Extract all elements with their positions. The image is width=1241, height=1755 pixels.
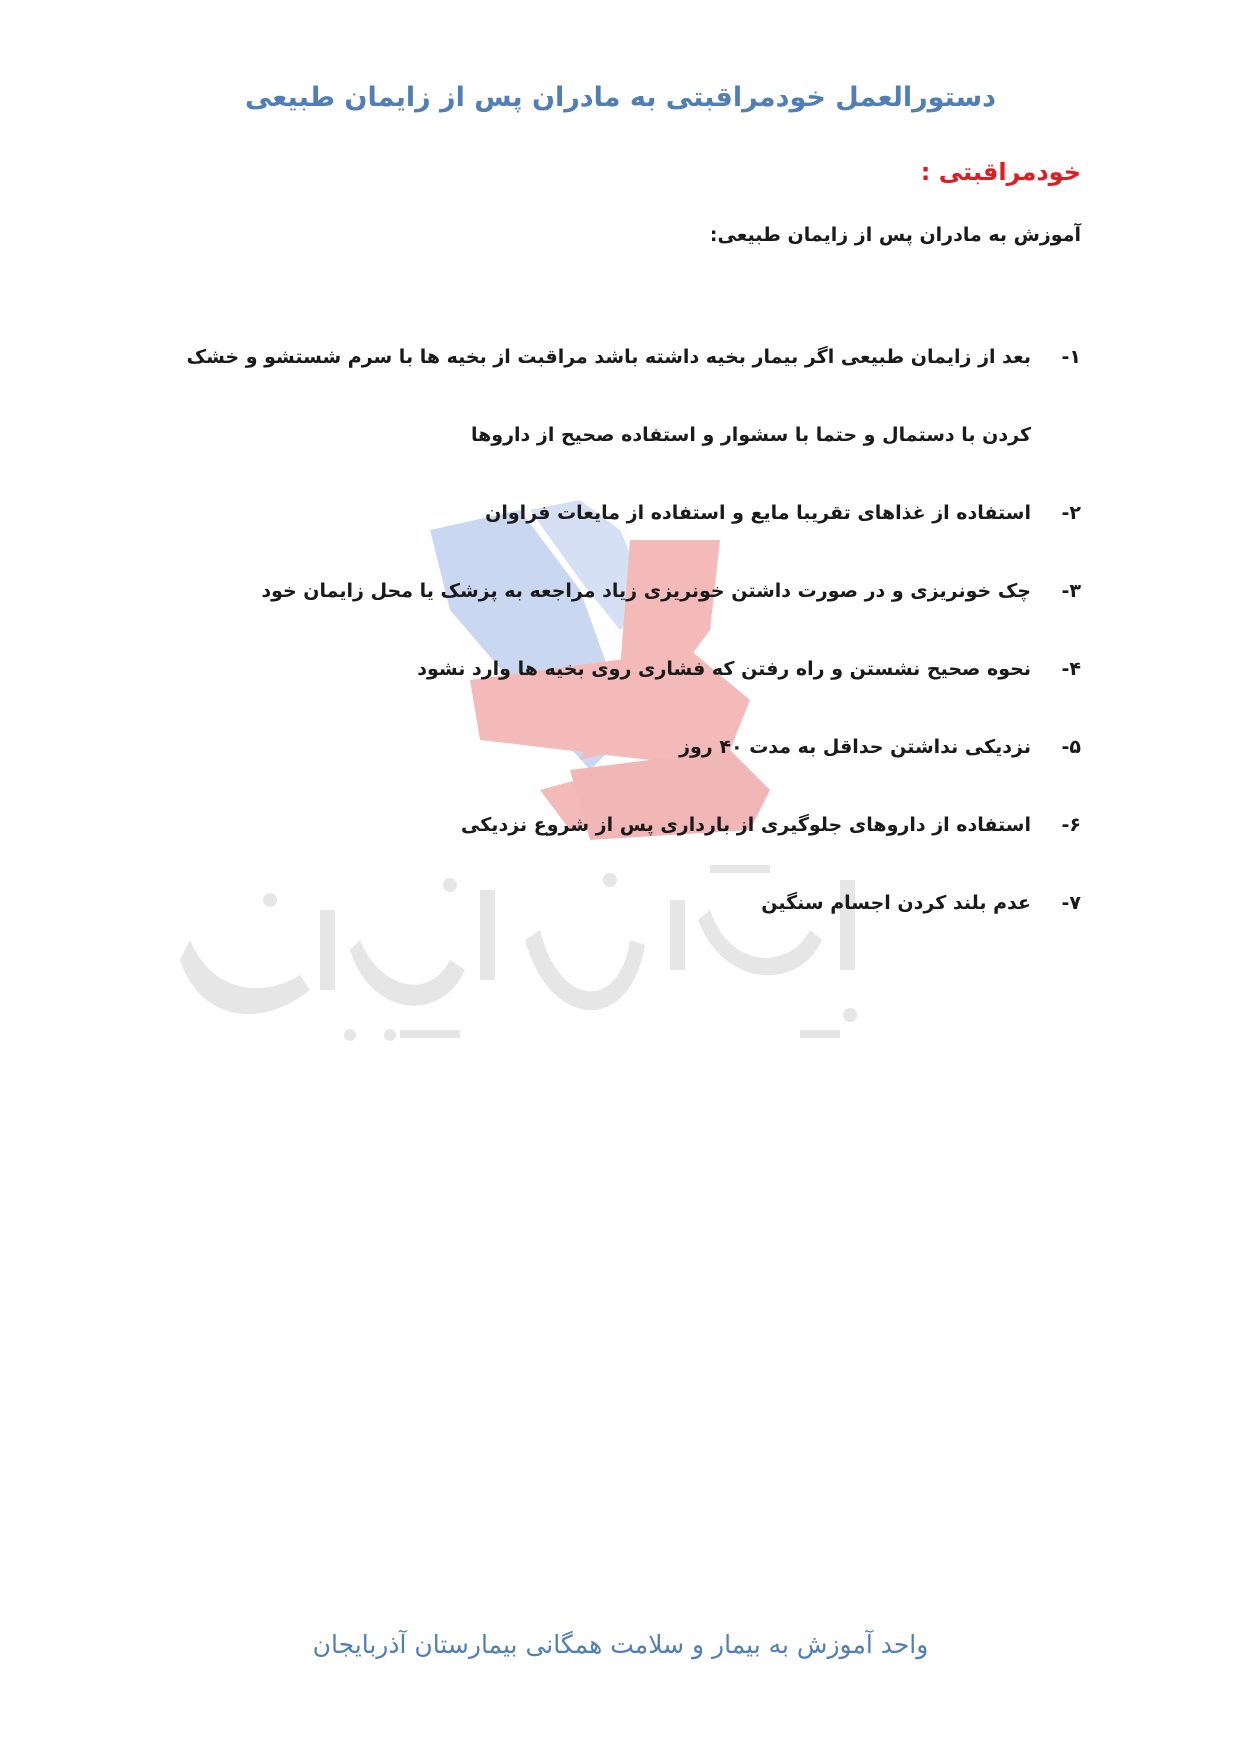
document-footer: واحد آموزش به بیمار و سلامت همگانی بیمارستان آذربایجان	[312, 1630, 929, 1659]
list-item	[161, 708, 1081, 786]
list-item	[161, 318, 1081, 474]
list-item	[161, 786, 1081, 864]
list-item-text: استفاده از غذاهای تقریبا مایع و استفاده از مایعات فراوان	[485, 502, 1031, 524]
list-item-number: ۴-	[1061, 658, 1081, 680]
list-item-text: نحوه صحیح نشستن و راه رفتن که فشاری روی بخیه ها وارد نشود	[417, 658, 1031, 680]
list-item-number: ۶-	[1061, 814, 1081, 836]
list-item	[161, 630, 1081, 708]
list-item-number: ۱-	[1061, 346, 1081, 368]
list-item	[161, 474, 1081, 552]
section-heading: خودمراقبتی :	[920, 158, 1081, 186]
instruction-list	[161, 318, 1081, 942]
list-item-text: بعد از زایمان طبیعی اگر بیمار بخیه داشته باشد مراقبت از بخیه ها با سرم شستشو و خشک کردن با دستمال و حتما با سشوار و استفاده صحیح از داروها	[186, 346, 1031, 446]
list-item-number: ۷-	[1061, 892, 1081, 914]
list-item	[161, 552, 1081, 630]
intro-text: آموزش به مادران پس از زایمان طبیعی:	[709, 224, 1081, 246]
list-item-number: ۵-	[1061, 736, 1081, 758]
list-item-text: نزدیکی نداشتن حداقل به مدت ۴۰ روز	[679, 736, 1031, 758]
list-item-text: عدم بلند کردن اجسام سنگین	[761, 892, 1031, 914]
list-item-number: ۳-	[1061, 580, 1081, 602]
list-item-number: ۲-	[1061, 502, 1081, 524]
document-title: دستورالعمل خودمراقبتی به مادران پس از زایمان طبیعی	[244, 82, 996, 113]
list-item	[161, 864, 1081, 942]
list-item-text: چک خونریزی و در صورت داشتن خونریزی زیاد مراجعه به پزشک یا محل زایمان خود	[261, 580, 1031, 602]
list-item-text: استفاده از داروهای جلوگیری از بارداری پس از شروع نزدیکی	[461, 814, 1031, 836]
